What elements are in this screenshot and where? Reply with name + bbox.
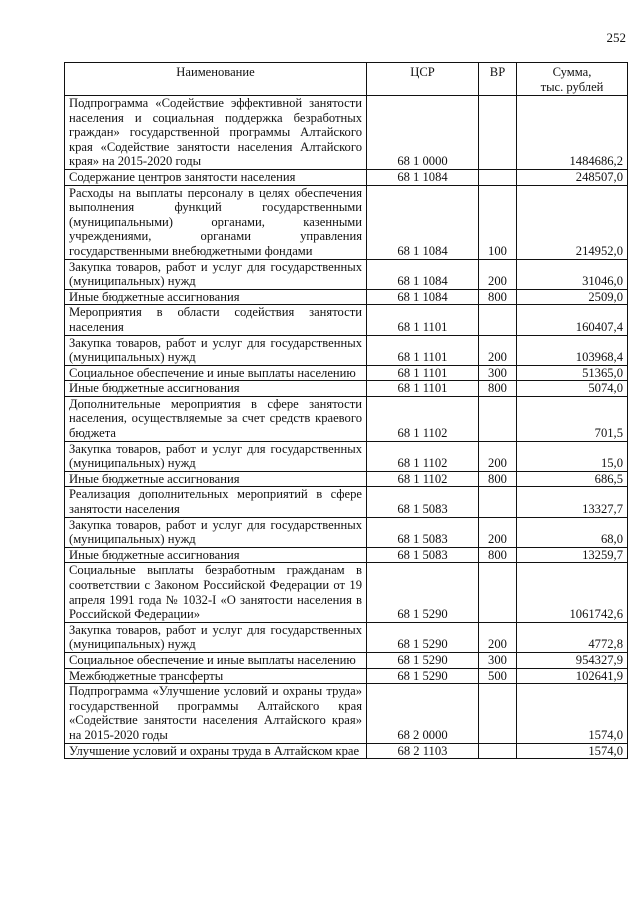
row-sum: 1484686,2 [517, 96, 628, 170]
table-row [65, 259, 628, 289]
header-vr: ВР [479, 63, 517, 96]
table-row [65, 563, 628, 622]
table-row [65, 396, 628, 441]
row-vr: 800 [479, 547, 517, 563]
row-csr: 68 2 1103 [367, 743, 479, 759]
row-name: Социальные выплаты безработным гражданам в соответствии с Законом Российской Федерации от 19 апреля 1991 года № 1032-I «О занятости населения в Российской Федерации» [65, 563, 367, 622]
table-row [65, 289, 628, 305]
row-sum: 160407,4 [517, 305, 628, 335]
row-csr: 68 1 1084 [367, 259, 479, 289]
row-name: Закупка товаров, работ и услуг для государственных (муниципальных) нужд [65, 517, 367, 547]
row-csr: 68 1 5083 [367, 517, 479, 547]
row-sum: 2509,0 [517, 289, 628, 305]
table-row [65, 743, 628, 759]
row-name: Подпрограмма «Улучшение условий и охраны труда» государственной программы Алтайского края «Содействие занятости населения Алтайского края» на 2015-2020 годы [65, 684, 367, 743]
table-row [65, 471, 628, 487]
table-header-row [65, 63, 628, 96]
row-vr: 800 [479, 381, 517, 397]
table-row [65, 335, 628, 365]
table-row [65, 365, 628, 381]
row-vr: 200 [479, 441, 517, 471]
row-name: Иные бюджетные ассигнования [65, 381, 367, 397]
row-sum: 248507,0 [517, 169, 628, 185]
row-name: Социальное обеспечение и иные выплаты населению [65, 652, 367, 668]
row-csr: 68 1 1084 [367, 185, 479, 259]
table-row [65, 517, 628, 547]
row-sum: 103968,4 [517, 335, 628, 365]
header-csr: ЦСР [367, 63, 479, 96]
row-vr: 200 [479, 517, 517, 547]
row-vr [479, 96, 517, 170]
row-sum: 102641,9 [517, 668, 628, 684]
row-name: Социальное обеспечение и иные выплаты населению [65, 365, 367, 381]
row-name: Иные бюджетные ассигнования [65, 289, 367, 305]
row-vr: 800 [479, 289, 517, 305]
row-sum: 1061742,6 [517, 563, 628, 622]
header-sum-line1: Сумма, [552, 65, 592, 79]
page-number: 252 [606, 30, 626, 45]
row-name: Подпрограмма «Содействие эффективной занятости населения и социальная поддержка безработных граждан» государственной программы Алтайского края «Содействие занятости населения Алтайского края» на 2015-2020 годы [65, 96, 367, 170]
row-name: Иные бюджетные ассигнования [65, 471, 367, 487]
table-row [65, 305, 628, 335]
row-vr [479, 684, 517, 743]
row-csr: 68 1 1101 [367, 335, 479, 365]
row-name: Содержание центров занятости населения [65, 169, 367, 185]
row-vr [479, 169, 517, 185]
row-sum: 13327,7 [517, 487, 628, 517]
row-name: Расходы на выплаты персоналу в целях обеспечения выполнения функций государственными (муниципальными) органами, казенными учреждениями, органами управления государственными внебюджетными фондами [65, 185, 367, 259]
row-sum: 701,5 [517, 396, 628, 441]
row-sum: 686,5 [517, 471, 628, 487]
row-vr: 500 [479, 668, 517, 684]
row-vr [479, 743, 517, 759]
row-vr [479, 563, 517, 622]
table-row [65, 441, 628, 471]
table-row [65, 487, 628, 517]
row-name: Реализация дополнительных мероприятий в сфере занятости населения [65, 487, 367, 517]
row-vr: 300 [479, 365, 517, 381]
row-csr: 68 1 5290 [367, 563, 479, 622]
row-name: Закупка товаров, работ и услуг для государственных (муниципальных) нужд [65, 441, 367, 471]
row-name: Закупка товаров, работ и услуг для государственных (муниципальных) нужд [65, 622, 367, 652]
table-row [65, 185, 628, 259]
table-row [65, 622, 628, 652]
row-vr: 200 [479, 335, 517, 365]
row-sum: 5074,0 [517, 381, 628, 397]
budget-table [64, 62, 628, 759]
row-name: Дополнительные мероприятия в сфере занятости населения, осуществляемые за счет средств краевого бюджета [65, 396, 367, 441]
row-vr: 200 [479, 622, 517, 652]
row-sum: 51365,0 [517, 365, 628, 381]
row-sum: 214952,0 [517, 185, 628, 259]
row-csr: 68 1 1102 [367, 396, 479, 441]
row-csr: 68 1 1102 [367, 471, 479, 487]
row-csr: 68 2 0000 [367, 684, 479, 743]
row-sum: 1574,0 [517, 743, 628, 759]
table-row [65, 547, 628, 563]
row-vr [479, 487, 517, 517]
row-vr: 100 [479, 185, 517, 259]
row-name: Мероприятия в области содействия занятости населения [65, 305, 367, 335]
row-vr [479, 305, 517, 335]
table-row [65, 96, 628, 170]
row-sum: 1574,0 [517, 684, 628, 743]
table-body [65, 96, 628, 759]
row-csr: 68 1 1101 [367, 365, 479, 381]
row-csr: 68 1 1084 [367, 169, 479, 185]
header-sum [517, 63, 628, 96]
row-csr: 68 1 0000 [367, 96, 479, 170]
row-csr: 68 1 1101 [367, 305, 479, 335]
row-vr: 800 [479, 471, 517, 487]
row-name: Закупка товаров, работ и услуг для государственных (муниципальных) нужд [65, 335, 367, 365]
row-csr: 68 1 5083 [367, 547, 479, 563]
row-csr: 68 1 1084 [367, 289, 479, 305]
row-name: Межбюджетные трансферты [65, 668, 367, 684]
row-sum: 13259,7 [517, 547, 628, 563]
row-sum: 4772,8 [517, 622, 628, 652]
row-csr: 68 1 5290 [367, 652, 479, 668]
row-sum: 68,0 [517, 517, 628, 547]
table-row [65, 668, 628, 684]
row-csr: 68 1 1101 [367, 381, 479, 397]
row-sum: 954327,9 [517, 652, 628, 668]
row-sum: 31046,0 [517, 259, 628, 289]
row-name: Улучшение условий и охраны труда в Алтайском крае [65, 743, 367, 759]
row-vr: 300 [479, 652, 517, 668]
row-sum: 15,0 [517, 441, 628, 471]
row-csr: 68 1 5083 [367, 487, 479, 517]
table-row [65, 381, 628, 397]
table-row [65, 652, 628, 668]
table-row [65, 169, 628, 185]
row-name: Закупка товаров, работ и услуг для государственных (муниципальных) нужд [65, 259, 367, 289]
row-csr: 68 1 5290 [367, 622, 479, 652]
header-sum-line2: тыс. рублей [540, 79, 604, 94]
header-name: Наименование [65, 63, 367, 96]
row-vr: 200 [479, 259, 517, 289]
row-csr: 68 1 5290 [367, 668, 479, 684]
table-row [65, 684, 628, 743]
row-name: Иные бюджетные ассигнования [65, 547, 367, 563]
row-vr [479, 396, 517, 441]
row-csr: 68 1 1102 [367, 441, 479, 471]
